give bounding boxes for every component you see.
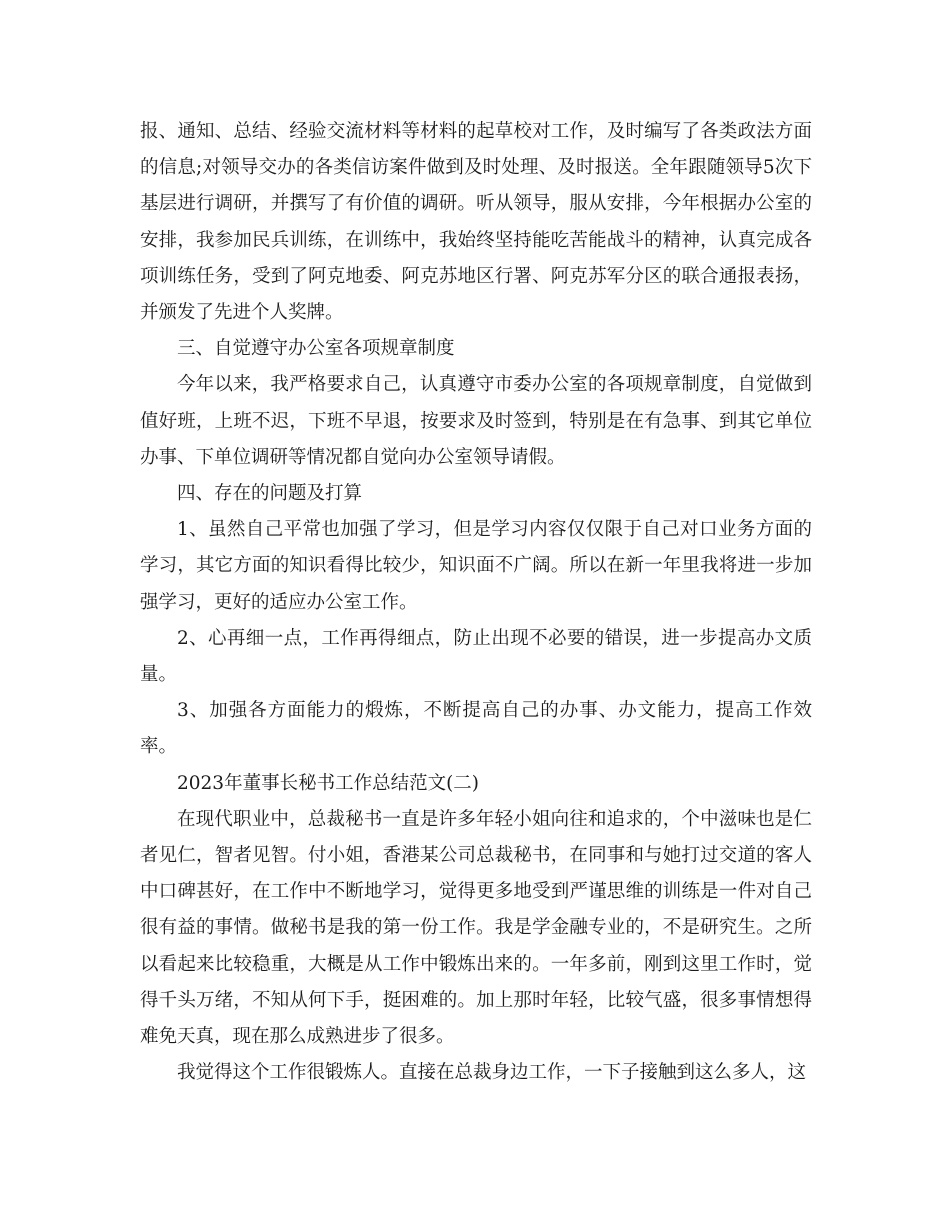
article-title-part-two: 2023年董事长秘书工作总结范文(二) [177,772,480,794]
section-heading-problems: 四、存在的问题及打算 [177,483,363,505]
document-body [140,114,812,1091]
list-item-3: 3、加强各方面能力的煅炼，不断提高自己的办事、办文能力，提高工作效率。 [140,700,812,758]
list-item-2: 2、心再细一点，工作再得细点，防止出现不必要的错误，进一步提高办文质量。 [140,627,812,686]
paragraph-continued-duties: 报、通知、总结、经验交流材料等材料的起草校对工作，及时编写了各类政法方面的信息;对领导交办的各类信访案件做到及时处理、及时报送。全年跟随领导5次下基层进行调研，并撰写了有价值的调研。听从领导，服从安排，今年根据办公室的安排，我参加民兵训练，在训练中，我始终坚持能吃苦能战斗的精神，认真完成各项训练任务，受到了阿克地委、阿克苏地区行署、阿克苏军分区的联合通报表扬，并颁发了先进个人奖牌。 [140,121,812,324]
paragraph-rules: 今年以来，我严格要求自己，认真遵守市委办公室的各项规章制度，自觉做到值好班，上班不迟，下班不早退，按要求及时签到，特别是在有急事、到其它单位办事、下单位调研等情况都自觉向办公室领导请假。 [140,374,812,468]
paragraph-secretary-intro: 在现代职业中，总裁秘书一直是许多年轻小姐向往和追求的，个中滋味也是仁者见仁，智者见智。付小姐，香港某公司总裁秘书，在同事和与她打过交道的客人中口碑甚好，在工作中不断地学习，觉得更多地受到严谨思维的训练是一件对自己很有益的事情。做秘书是我的第一份工作。我是学金融专业的，不是研究生。之所以看起来比较稳重，大概是从工作中锻炼出来的。一年多前，刚到这里工作时，觉得千头万绪，不知从何下手，挺困难的。加上那时年轻，比较气盛，很多事情想得难免天真，现在那么成熟进步了很多。 [140,808,812,1048]
list-item-1: 1、虽然自己平常也加强了学习，但是学习内容仅仅限于自己对口业务方面的学习，其它方面的知识看得比较少，知识面不广阔。所以在新一年里我将进一步加强学习，更好的适应办公室工作。 [140,519,812,613]
section-heading-rules: 三、自觉遵守办公室各项规章制度 [177,338,455,360]
paragraph-secretary-experience: 我觉得这个工作很锻炼人。直接在总裁身边工作，一下子接触到这么多人，这 [177,1062,807,1084]
